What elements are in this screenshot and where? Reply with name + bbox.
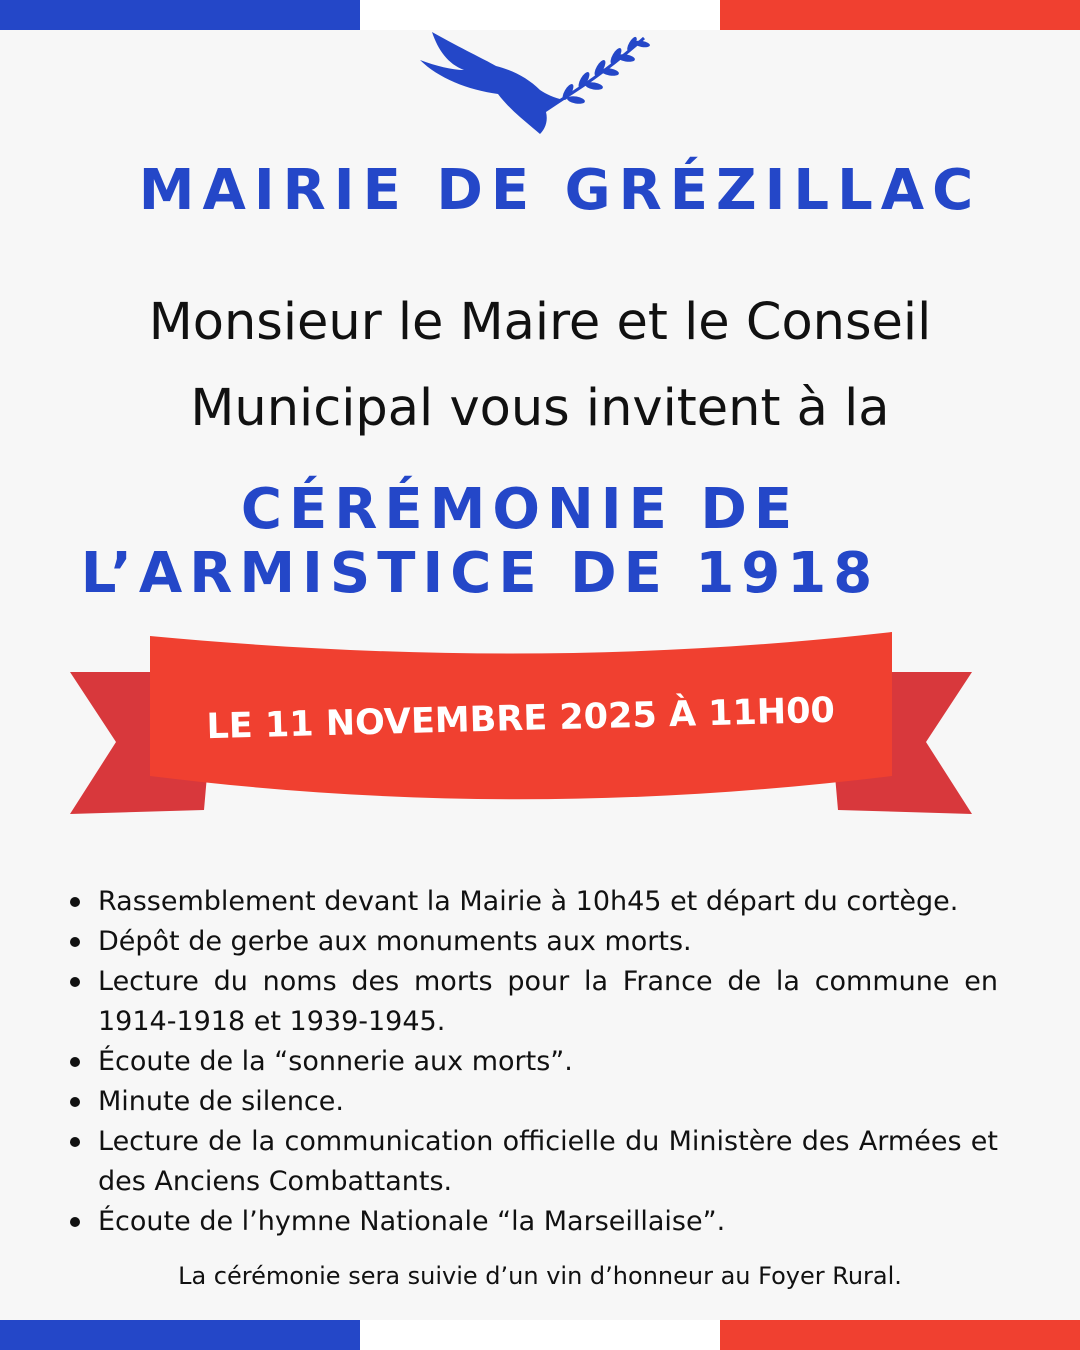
dove-with-olive-branch-icon [418,30,650,142]
list-item: Écoute de l’hymne Nationale “la Marseillaise”. [66,1202,998,1242]
flag-red-segment [720,0,1080,30]
bullet-icon [70,1217,80,1227]
list-item: Dépôt de gerbe aux monuments aux morts. [66,922,998,962]
program-list [66,882,998,1242]
invitation-text [0,280,1080,452]
flag-white-segment [360,0,720,30]
bullet-icon [70,1057,80,1067]
date-ribbon-banner [66,630,976,820]
flag-blue-segment [0,1320,360,1350]
flag-stripe-bottom [0,1320,1080,1350]
invitation-line-1: Monsieur le Maire et le Conseil [148,293,932,352]
list-item: Lecture du noms des morts pour la France de la commune en 1914-1918 et 1939-1945. [66,962,998,1042]
event-title-line-2: L’ARMISTICE DE 1918 [80,541,880,606]
flag-red-segment [720,1320,1080,1350]
flag-blue-segment [0,0,360,30]
footer-note: La cérémonie sera suivie d’un vin d’honneur au Foyer Rural. [178,1262,902,1290]
list-item: Minute de silence. [66,1082,998,1122]
flag-white-segment [360,1320,720,1350]
event-title [0,478,1080,606]
list-item: Écoute de la “sonnerie aux morts”. [66,1042,998,1082]
list-item: Rassemblement devant la Mairie à 10h45 et départ du cortège. [66,882,998,922]
bullet-icon [70,897,80,907]
flag-stripe-top [0,0,1080,30]
event-date: LE 11 NOVEMBRE 2025 À 11H00 [206,690,836,748]
bullet-icon [70,1137,80,1147]
invitation-line-2: Municipal vous invitent à la [190,379,890,438]
bullet-icon [70,937,80,947]
page-title: MAIRIE DE GRÉZILLAC [138,158,982,223]
bullet-icon [70,1097,80,1107]
bullet-icon [70,977,80,987]
list-item: Lecture de la communication officielle du Ministère des Armées et des Anciens Combattants. [66,1122,998,1202]
event-title-line-1: CÉRÉMONIE DE [240,477,800,542]
